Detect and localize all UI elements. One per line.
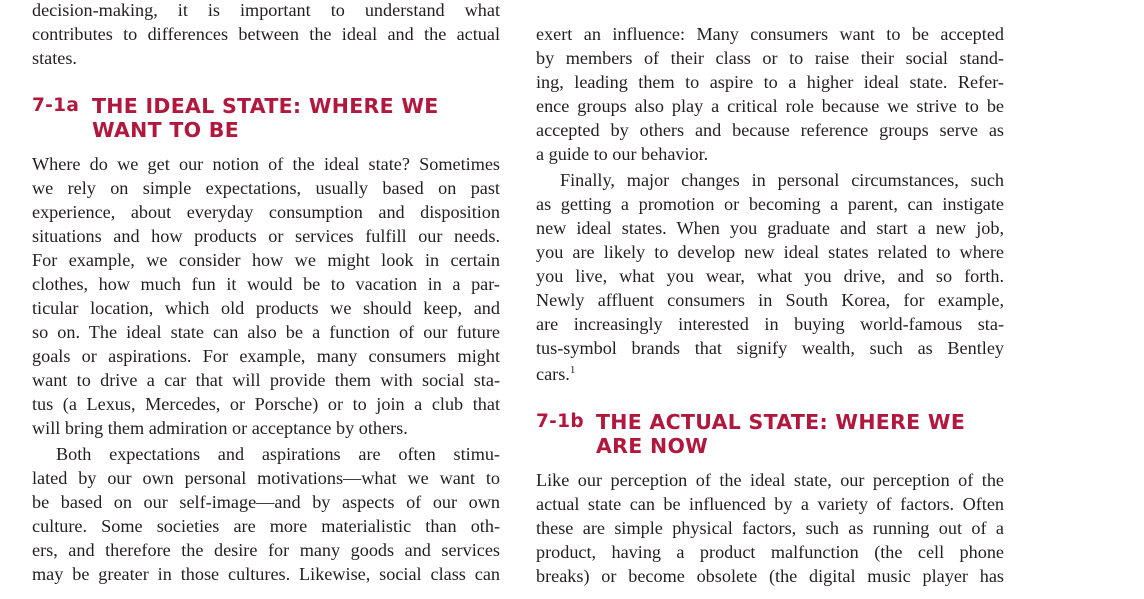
text-line: so on. The ideal state can also be a function of our future <box>32 322 500 342</box>
text-line: Both expectations and aspirations are often stimu- <box>56 444 500 464</box>
text-line: Where do we get our notion of the ideal state? Sometimes <box>32 154 500 174</box>
text-line: we rely on simple expectations, usually based on past <box>32 178 500 198</box>
text-line: situations and how products or services fulfill our needs. <box>32 226 500 246</box>
text-line: decision-making, it is important to understand what <box>32 0 500 20</box>
text-line: want to drive a car that will provide them with social sta- <box>32 370 500 390</box>
section-number: 7-1a <box>32 95 80 116</box>
text-line: For example, we consider how we might look in certain <box>32 250 500 270</box>
text-line: product, having a product malfunction (the cell phone <box>536 542 1004 562</box>
text-line: tus (a Lexus, Mercedes, or Porsche) or to join a club that <box>32 394 500 414</box>
text-line: a guide to our behavior. <box>536 144 709 164</box>
text-line: ticular location, which old products we should keep, and <box>32 298 500 318</box>
text-line: Like our perception of the ideal state, our perception of the <box>536 470 1004 490</box>
text-line: accepted by others and because reference groups serve as <box>536 120 1004 140</box>
text-line: as getting a promotion or becoming a parent, can instigate <box>536 194 1004 214</box>
section-title: THE IDEAL STATE: WHERE WE WANT TO BE <box>92 94 439 142</box>
text-line: actual state can be influenced by a variety of factors. Often <box>536 494 1004 514</box>
text-line: be based on our self-image—and by aspects of our own <box>32 492 500 512</box>
text-line: culture. Some societies are more materialistic than oth- <box>32 516 500 536</box>
text-line: you live, what you wear, what you drive, and so forth. <box>536 266 1004 286</box>
text-line: by members of their class or to raise their social stand- <box>536 48 1004 68</box>
text-line: you are likely to develop new ideal states related to where <box>536 242 1004 262</box>
text-line: Newly affluent consumers in South Korea, for example, <box>536 290 1004 310</box>
text-line: lated by our own personal motivations—what we want to <box>32 468 500 488</box>
text-line: cars.$^1$ <box>536 364 576 384</box>
footnote-marker[interactable]: 1 <box>569 364 576 376</box>
text-line: breaks) or become obsolete (the digital music player has <box>536 566 1004 586</box>
text-line: clothes, how much fun it would be to vacation in a par- <box>32 274 500 294</box>
text-line: may be greater in those cultures. Likewise, social class can <box>32 564 500 584</box>
text-line: contributes to differences between the ideal and the actual <box>32 24 500 44</box>
text-line: experience, about everyday consumption and disposition <box>32 202 500 222</box>
text-line: these are simple physical factors, such as running out of a <box>536 518 1004 538</box>
text-line: are increasingly interested in buying world-famous sta- <box>536 314 1004 334</box>
text-line: exert an influence: Many consumers want to be accepted <box>536 24 1004 44</box>
text-line: states. <box>32 48 77 68</box>
text-line: will bring them admiration or acceptance by others. <box>32 418 408 438</box>
text-line: new ideal states. When you graduate and start a new job, <box>536 218 1004 238</box>
text-line: ence groups also play a critical role because we strive to be <box>536 96 1004 116</box>
section-number: 7-1b <box>536 411 584 432</box>
section-title: THE ACTUAL STATE: WHERE WE ARE NOW <box>596 410 966 458</box>
text-line: ing, leading them to aspire to a higher ideal state. Refer- <box>536 72 1004 92</box>
text-line: Finally, major changes in personal circumstances, such <box>560 170 1004 190</box>
text-line: ers, and therefore the desire for many goods and services <box>32 540 500 560</box>
text-line: goals or aspirations. For example, many consumers might <box>32 346 500 366</box>
text-line: tus-symbol brands that signify wealth, such as Bentley <box>536 338 1004 358</box>
